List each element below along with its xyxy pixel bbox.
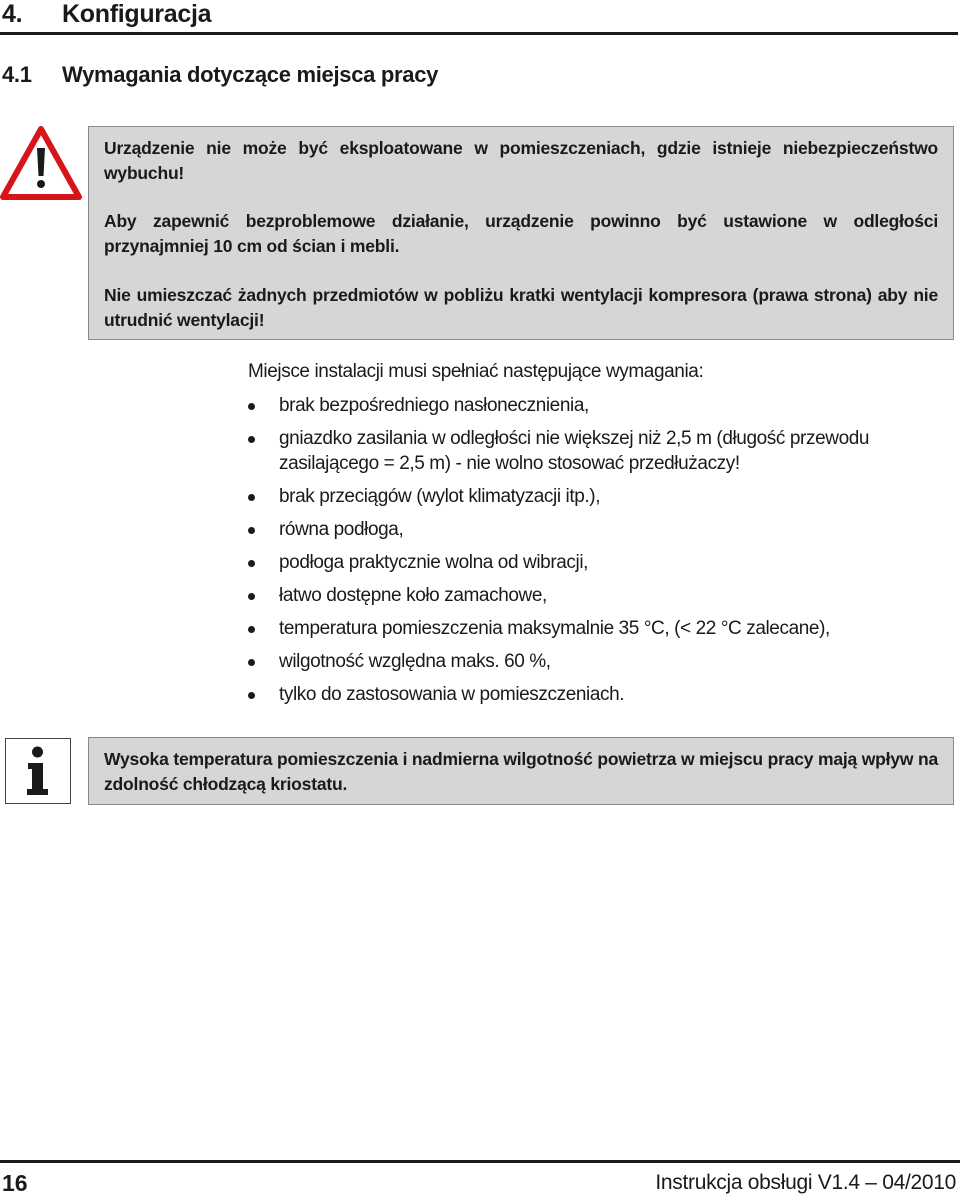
chapter-number: 4. (2, 0, 23, 28)
list-item (248, 550, 960, 575)
warning-triangle-icon (0, 126, 82, 200)
bullet-icon (248, 626, 255, 633)
info-box (88, 737, 954, 805)
warning-paragraph-2: Aby zapewnić bezproblemowe działanie, urządzenie powinno być ustawione w odległości przynajmniej 10 cm od ścian i mebli. (104, 211, 938, 256)
bullet-icon (248, 659, 255, 666)
bullet-icon (248, 692, 255, 699)
list-item (248, 649, 960, 674)
bullet-icon (248, 436, 255, 443)
bullet-icon (248, 527, 255, 534)
list-item-text: gniazdko zasilania w odległości nie większej niż 2,5 m (długość przewodu zasilającego = 2,5 m) - nie wolno stosować przedłużaczy! (279, 428, 870, 474)
list-item-text: brak przeciągów (wylot klimatyzacji itp.), (279, 486, 601, 507)
warning-paragraph-1: Urządzenie nie może być eksploatowane w pomieszczeniach, gdzie istnieje niebezpieczeństwo wybuchu! (104, 138, 938, 183)
list-item-text: łatwo dostępne koło zamachowe, (279, 585, 547, 606)
list-item-text: brak bezpośredniego nasłonecznienia, (279, 395, 589, 416)
chapter-title-text: Konfiguracja (62, 0, 212, 28)
bullet-icon (248, 560, 255, 567)
warning-paragraph-3: Nie umieszczać żadnych przedmiotów w pobliżu kratki wentylacji kompresora (prawa strona) aby nie utrudnić wentylacji! (104, 285, 938, 330)
section-title (2, 62, 438, 88)
page-number: 16 (2, 1170, 28, 1196)
chapter-divider (0, 32, 958, 35)
list-item-text: temperatura pomieszczenia maksymalnie 35 °C, (< 22 °C zalecane), (279, 618, 830, 639)
list-item-text: podłoga praktycznie wolna od wibracji, (279, 552, 589, 573)
info-text: Wysoka temperatura pomieszczenia i nadmierna wilgotność powietrza w miejscu pracy mają wpływ na zdolność chłodzącą kriostatu. (104, 749, 938, 794)
warning-box (88, 126, 954, 340)
list-item (248, 484, 960, 509)
list-item-text: wilgotność względna maks. 60 %, (279, 651, 551, 672)
bullet-icon (248, 494, 255, 501)
list-item (248, 616, 960, 641)
section-number: 4.1 (2, 62, 32, 87)
list-item (248, 426, 960, 476)
list-item-text: równa podłoga, (279, 519, 404, 540)
list-item (248, 682, 960, 707)
footer-divider (0, 1160, 960, 1163)
document-version: Instrukcja obsługi V1.4 – 04/2010 (655, 1171, 956, 1194)
requirements-list (248, 393, 960, 715)
list-item (248, 517, 960, 542)
list-item-text: tylko do zastosowania w pomieszczeniach. (279, 684, 625, 705)
bullet-icon (248, 403, 255, 410)
section-title-text: Wymagania dotyczące miejsca pracy (62, 62, 439, 87)
info-icon (5, 738, 71, 804)
requirements-intro: Miejsce instalacji musi spełniać następujące wymagania: (248, 361, 704, 382)
list-item (248, 583, 960, 608)
list-item (248, 393, 960, 418)
chapter-title (2, 0, 211, 29)
bullet-icon (248, 593, 255, 600)
